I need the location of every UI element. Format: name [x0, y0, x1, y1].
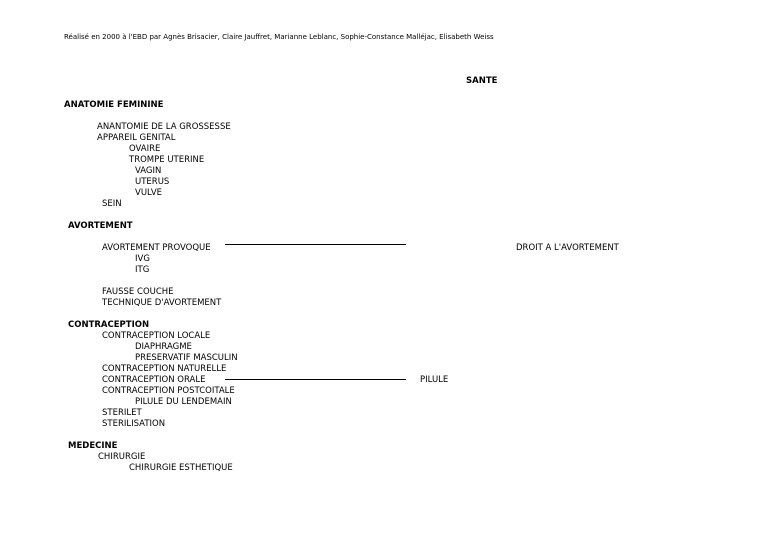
- term-avortement-provoque: AVORTEMENT PROVOQUE: [102, 243, 211, 253]
- term-preservatif-masculin: PRESERVATIF MASCULIN: [135, 353, 238, 363]
- term-sein: SEIN: [102, 199, 122, 209]
- related-term-connector: [225, 379, 406, 380]
- term-sterilisation: STERILISATION: [102, 419, 166, 429]
- term-contraception-postcoitale: CONTRACEPTION POSTCOITALE: [102, 386, 235, 396]
- section-heading-contraception: CONTRACEPTION: [68, 320, 150, 330]
- term-ivg: IVG: [135, 254, 150, 264]
- term-chirurgie-esthetique: CHIRURGIE ESTHETIQUE: [129, 463, 233, 473]
- term-contraception-locale: CONTRACEPTION LOCALE: [102, 331, 211, 341]
- term-uterus: UTERUS: [135, 177, 170, 187]
- term-vulve: VULVE: [135, 188, 163, 198]
- section-heading-anatomie: ANATOMIE FEMININE: [64, 100, 164, 110]
- term-ovaire: OVAIRE: [129, 144, 161, 154]
- related-term-pilule: PILULE: [420, 375, 449, 385]
- term-contraception-naturelle: CONTRACEPTION NATURELLE: [102, 364, 227, 374]
- section-heading-avortement: AVORTEMENT: [68, 221, 133, 231]
- term-vagin: VAGIN: [135, 166, 162, 176]
- term-anatomie-grossesse: ANANTOMIE DE LA GROSSESSE: [97, 122, 231, 132]
- term-chirurgie: CHIRURGIE: [98, 452, 146, 462]
- term-pilule-lendemain: PILULE DU LENDEMAIN: [135, 397, 232, 407]
- term-trompe-uterine: TROMPE UTERINE: [129, 155, 205, 165]
- page-header-credit: Réalisé en 2000 à l'EBD par Agnès Brisacier, Claire Jauffret, Marianne Leblanc, Sophie-Constance Malléjac, Elisabeth Weiss: [64, 33, 494, 41]
- term-sterilet: STERILET: [102, 408, 142, 418]
- term-appareil-genital: APPAREIL GENITAL: [97, 133, 176, 143]
- related-term-connector: [225, 244, 406, 245]
- term-technique-avortement: TECHNIQUE D'AVORTEMENT: [102, 298, 222, 308]
- related-term-droit-avortement: DROIT A L'AVORTEMENT: [516, 243, 619, 253]
- section-heading-medecine: MEDECINE: [68, 441, 118, 451]
- term-contraception-orale: CONTRACEPTION ORALE: [102, 375, 206, 385]
- term-diaphragme: DIAPHRAGME: [135, 342, 192, 352]
- page-title: SANTE: [466, 76, 498, 86]
- term-itg: ITG: [135, 265, 150, 275]
- term-fausse-couche: FAUSSE COUCHE: [102, 287, 174, 297]
